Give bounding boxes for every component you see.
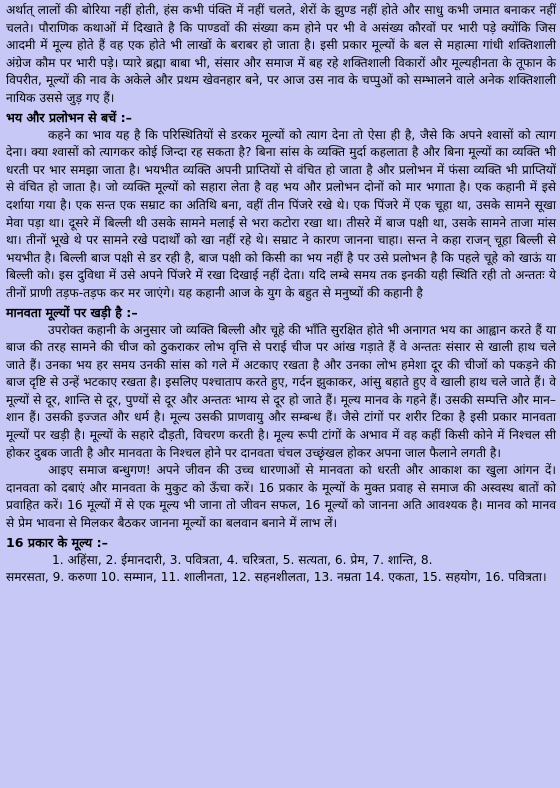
section-heading-humanity-values: मानवता मूल्यों पर खड़ी है :–: [6, 304, 138, 320]
values-list-tail: समरसता, 9. करुणा 10. सम्मान, 11. शालीनता, 12. सहनशीलता, 13. नम्रता 14. एकता, 15. सहयोग, 16. पवित्रता।: [6, 570, 547, 585]
section-paragraph-fear-temptation: कहने का भाव यह है कि परिस्थितियों से डरकर मूल्यों को त्याग देना तो ऐसा ही है, जैसे कि अपने श्वासों को त्याग देना। क्या श्वासों को त्यागकर कोई जिन्दा रह सकता है? बिना सांस के व्यक्ति मुर्दा कहलाता है और बिना मूल्यों का व्यक्ति भी धरती पर भार समझा जाता है। भयभीत व्यक्ति अपनी प्राप्तियों से वंचित हो जाता है और प्रलोभन में फंसा व्यक्ति भी प्राप्तियों से वंचित हो जाता है। जो व्यक्ति मूल्यों को सहारा लेता है वह भय और प्रलोभन दोनों को मार भगाता है। एक कहानी में इसे दर्शाया गया है। एक सन्त एक सम्राट का अतिथि बना, वहीं तीन पिंजरे रखे थे। एक पिंजरे में एक चूहा था, उसके सामने सूखा मेवा पड़ा था। दूसरे में बिल्ली थी उसके सामने मलाई से भरा कटोरा रखा था। तीसरे में बाज पक्षी था, उसके सामने ताजा मांस था। तीनों भूखे थे पर सामने रखे पदार्थों को खा नहीं रहे थे। सम्राट ने कारण जानना चाहा। सन्त ने कहा राजन् चूहा बिल्ली से भयभीत है। बिल्ली बाज पक्षी से डर रही है, बाज पक्षी को किसी का भय नहीं है पर उसे प्रलोभन है कि पहले चूहे को खाऊं या बिल्ली को। इस दुविधा में उसे अपने पिंजरे में रखा दिखाई नहीं देता। यदि लम्बे समय तक इनकी यही स्थिति रही तो अन्ततः ये तीनों प्राणी तड़फ-तड़फ कर मर जाएंगे। यह कहानी आज के युग के बहुत से मनुष्यों की कहानी है: [6, 127, 556, 300]
values-list-line: 1. अहिंसा, 2. ईमानदारी, 3. पवित्रता, 4. चरित्रता, 5. सत्यता, 6. प्रेम, 7. शान्ति, 8.: [52, 552, 433, 567]
section-paragraph-humanity-1: उपरोक्त कहानी के अनुसार जो व्यक्ति बिल्ली और चूहे की भाँति सुरक्षित होते भी अनागत भय का आह्वान करते हैं या बाज की तरह सामने की चीज को ठुकराकर लोभ वृत्ति से पराई चीज पर आंख गड़ाते हैं वे अन्ततः संसार से खाली हाथ चले जाते हैं। उनका भय हर समय उनकी सांस को गले में अटकाए रखता है और उनका लोभ हमेशा दूर की चीजों को पकड़ने की बाज दृष्टि से उन्हें भटकाए रखता है। इसलिए पश्चाताप करते हुए, गर्दन झुकाकर, आंसु बहाते हुए वे खाली हाथ चले जाते हैं। वे मूल्यों से दूर, शान्ति से दूर, पुण्यों से दूर और अन्ततः भाग्य से दूर हो जाते हैं। मूल्य मानव के गहने हैं। उसकी सम्पत्ति और मान–शान हैं। उसकी इज्जत और धर्म है। मूल्य उसकी प्राणवायु और सम्बन्ध हैं। जैसे टांगों पर शरीर टिका है इसी प्रकार मानवता मूल्यों पर खड़ी है। मूल्यों के सहारे दौड़ती, विचरण करती है। मूल्य रूपी टांगों के अभाव में वह कहीं किसी कोने में निश्चल सी होकर दुबक जाती है और मानवता के निश्चल होने पर दानवता चंचल उच्छृंखल होकर अपना जाल फैलाने लगती है।: [6, 322, 556, 460]
section-heading-fear-temptation: भय और प्रलोभन से बचें :–: [6, 109, 132, 125]
section-paragraph-humanity-2: आइए समाज बन्धुगण! अपने जीवन की उच्च धारणाओं से मानवता को धरती और आकाश का खुला आंगन दें। दानवता को दबाएं और मानवता के मुकुट को ऊँचा करें। 16 प्रकार के मूल्यों के मुक्त प्रवाह से समाज की अस्वस्थ बातों को प्रवाहित करें। 16 मूल्यों में से एक मूल्य भी जाना तो जीवन सफल, 16 मूल्यों को जानना अति आवश्यक है। मानव को मानव से प्रेम भावना से मिलकर बैठकर जानना मूल्यों का बलवान बनाने में लाभ लें।: [6, 463, 557, 531]
values-list: [6, 552, 556, 587]
section-heading-sixteen-values: 16 प्रकार के मूल्य :–: [6, 534, 108, 550]
intro-paragraph: अर्थात् लालों की बोरिया नहीं होती, हंस कभी पंक्ति में नहीं चलते, शेरों के झुण्ड नहीं होते और साधु कभी जमात बनाकर नहीं चलते। पौराणिक कथाओं में दिखाते है कि पाण्डवों की संख्या कम होने पर भी वे असंख्य कौरवों पर भारी पड़े क्योंकि जिस आदमी में मूल्य होते हैं वह एक होते भी लाखों के बराबर हो जाता है। इसी प्रकार मूल्यों के बल से महात्मा गांधी शक्तिशाली अंग्रेज कौम पर भारी पड़े। प्यारे ब्रह्मा बाबा भी, संसार और समाज में बह रहे शक्तिशाली विकारों और मूल्यहीनता के तूफान के विपरीत, मूल्यों की नाव के अकेले और प्रथम खेवनहार बने, पर आज उस नाव के चप्पुओं को सम्भालने वाले अनेक शक्तिशाली नायिक उससे जुड़ गए हैं।: [6, 3, 556, 105]
